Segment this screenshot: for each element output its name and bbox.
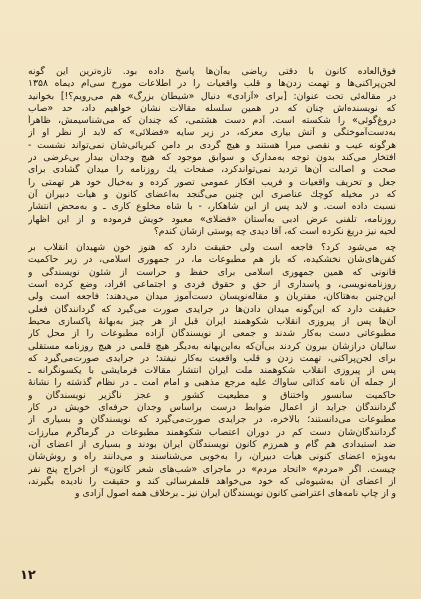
text-line: در مقاله‌ئی تحت عنوان: [برای «آزادی» دنبال «شیطان بزرگ» هم می‌رویم؟!] بخوانید bbox=[28, 90, 396, 102]
text-line: از اعضای آن به‌شیوه‌ئی که خود می‌خواهد قلمفرسائی کند و حقیقت را نادیده بگیرند، bbox=[28, 475, 396, 487]
text-line: چه می‌شود کرد؟ فاجعه است ولی حقیقت دارد که هنوز خون شهیدان انقلاب بر bbox=[28, 242, 396, 254]
text-line: کفن‌های‌شان نخشکیده، که باز هم مطبوعات ما، در جمهوری اسلامی، در زیر حاکمیت bbox=[28, 254, 396, 266]
text-line: نسبت داده است. و لابد پس از این شاهکار، - با شاه مخلوع کاری ـ و به‌محض انتشار bbox=[28, 201, 396, 213]
text-line: حقیقت دارد که این‌گونه میدان دادن‌ها در جرایدی صورت می‌گیرد که گردانندگان فعلی bbox=[28, 303, 396, 315]
text-line: پس از پیروزی انقلاب شکوهمند ملت ایران انتشار مقالات فرمایشی با یکسونگرانه ـ bbox=[28, 365, 396, 377]
text-line: که در مخیله کوچك عناصری این چنین می‌گنجد به‌اعضای کانون و هیأت دبیران آن bbox=[28, 188, 396, 200]
text-line: سالیان درازشان بیرون کردند بی‌آن‌که به‌این‌بهانه به‌دیگر هیچ قلمی در هیچ روزنامه مستقلی bbox=[28, 340, 396, 352]
text-line: روزنامه، تلفنی عرض ادبی به‌آستان «فضلای» معبود خویش فرموده و از این اظهار bbox=[28, 213, 396, 225]
text-line: که نویسنده‌اش چنان که در همین سلسله مقالات نشان خواهیم داد، حد «صاب bbox=[28, 102, 396, 114]
text-line: ضد استبدادی هم گام و همرزم کانون نویسندگان ایران بودند و بسیاری از اعضای آن، bbox=[28, 438, 396, 450]
text-line: هرگونه عیب و نقصی مبرا هستند و هیچ گردی بر دامن کبریائی‌شان نمی‌تواند نشست - bbox=[28, 139, 396, 151]
text-line: گردانندگان جراید از اعمال ضوابط درست براساس وجدان حرفه‌ای خویش در کار bbox=[28, 402, 396, 414]
text-line: آن‌ها پس از پیروزی انقلاب شکوهمند ایران قبل از هر چیز به‌بهانهٔ پاکسازی محیط bbox=[28, 315, 396, 327]
body-text bbox=[28, 66, 396, 581]
text-line: لجن‌پراکنی‌ها و تهمت زدن‌ها و قلب واقعیات را در اطلاعات مورخ سی‌ام دیماه ۱۳۵۸ bbox=[28, 78, 396, 90]
text-line: لحیه نیز دریغ نکرده است که، آقا دیدی چه پوستی ازشان کندم؟ bbox=[153, 225, 396, 237]
page-number: ۱۲ bbox=[20, 568, 36, 583]
text-line: افتخار می‌کند بدون توجه به‌مدارک و سوابق موجود که هیچ وجدان بیدار بی‌غرضی در bbox=[28, 152, 396, 164]
text-line: چیست. اگر «مردم» «اتحاد مردم» در ماجرای «شب‌های شعر کانون» از اخراج پنج نفر bbox=[28, 463, 396, 475]
text-line: روزنامه‌نویسی، و پاسداری از حق و حقوق فردی و اجتماعی افراد، وضع کرده است bbox=[28, 279, 396, 291]
text-line: این‌چنین به‌هتاکان، مفتریان و مقاله‌نویسان دست‌آموز میدان می‌دهند: فاجعه است ولی bbox=[28, 291, 396, 303]
text-line: فوق‌العاده کانون با دقتی ریاضی به‌آن‌ها پاسخ داده بود. تازه‌ترین این گونه bbox=[28, 66, 396, 77]
text-line: مطبوعاتی دست به‌کار شدند و جمعی از نویسندگان آزاده مطبوعات را از محل کار bbox=[28, 328, 396, 340]
text-line: دروغ‌گوئی» را شکسته است. آدم دست هشتمی، که چندان که می‌شناسیمش، ظاهراً bbox=[28, 115, 396, 127]
text-line: به‌دست‌آموختگی و آتش بیاری معرکه، در زیر سایه «فضلائی» که لابد از نظر او از bbox=[28, 127, 396, 139]
text-line: و از چاپ نامه‌های اعتراضی کانون نویسندگان ایران نیز ـ برخلاف همه اصول آزادی و bbox=[75, 488, 396, 500]
text-line: به‌ویژه اعضای کنونی هیأت دبیران، را به‌خوبی می‌شناسند و می‌دانند راه و روش‌شان bbox=[28, 451, 396, 463]
text-line: گردانندگان‌شان دست کم در دوران اعتصاب شکوهمند مطبوعات در گرماگرم مبارزات bbox=[28, 426, 396, 438]
text-line: برای لجن‌پراکنی، تهمت زدن و قلب واقعیت به‌کار نیفتد؛ در جرایدی صورت‌می‌گیرد که bbox=[28, 352, 396, 364]
text-line: قانونی که همین جمهوری اسلامی برای حفظ و حراست از شئون نویسندگی و bbox=[28, 266, 396, 278]
text-line: حاکمیت سانسور واختناق و مطیعیت کشور و عجز نا‌گزیر نویسندگان و bbox=[28, 389, 396, 401]
text-line: جعل و تحریف واقعیات و فریب افکار عمومی تصور کرده و به‌خیال خود هر تهمتی را bbox=[28, 176, 396, 188]
text-line: مطبوعات می‌دانستند؛ بالاخره، در جرایدی صورت‌می‌گیرد که نویسندگان و بسیاری از bbox=[28, 414, 396, 426]
text-line: صحت و اصالت آن‌ها تردید نمی‌تواندکرد، صفحات یك روزنامه را میدان گشادی برای bbox=[28, 164, 396, 176]
text-line: از جمله آن نامه کذائی ساواك علیه مرجع مذهبی و امام امت ـ در نظام گذشته را نشانهٔ bbox=[28, 377, 396, 389]
